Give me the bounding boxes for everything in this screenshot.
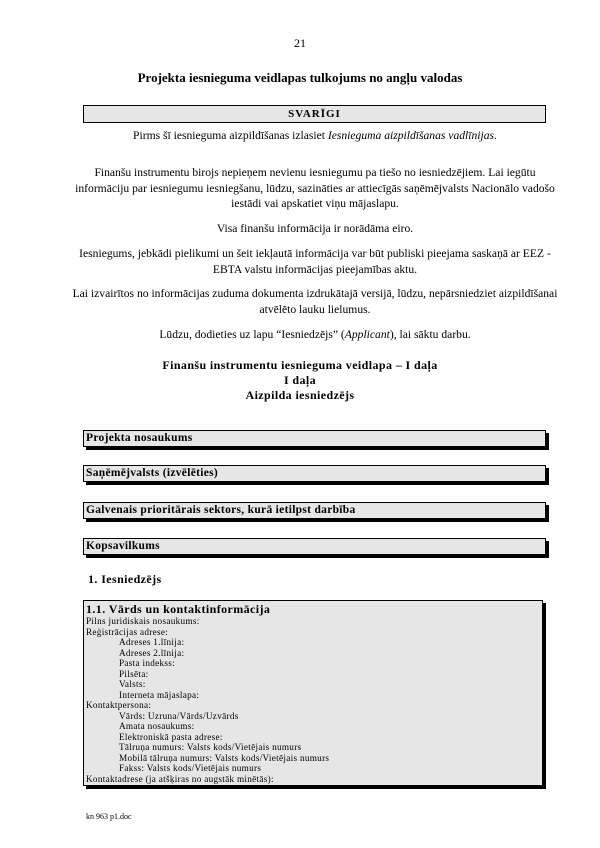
document-title: Projekta iesnieguma veidlapas tulkojums no angļu valodas <box>137 70 463 85</box>
important-banner: SVARĪGI <box>83 105 546 123</box>
contact-field-label: Interneta mājaslapa: <box>119 689 200 700</box>
project-name-field[interactable]: Projekta nosaukums <box>83 430 546 447</box>
contact-field-label: Mobilā tālruņa numurs: Valsts kods/Vietējais numurs <box>119 752 330 763</box>
intro-paragraph-1: Pirms šī iesnieguma aizpildīšanas izlasiet Iesnieguma aizpildīšanas vadlīnijas. <box>133 129 497 142</box>
contact-field-label: Pasta indekss: <box>119 658 176 668</box>
page-number: 21 <box>294 36 306 50</box>
part-header-line-1: Finanšu instrumentu iesnieguma veidlapa – I daļa <box>162 358 438 372</box>
intro-paragraph-6: Lūdzu, dodieties uz lapu “Iesniedzējs” (Applicant), lai sāktu darbu. <box>159 328 471 341</box>
intro-paragraph-4: Iesniegums, jebkādi pielikumi un šeit iekļautā informācija var būt publiski pieejama saskaņā ar EEZ - EBTA valstu informācijas pieejamības aktu. <box>79 247 551 276</box>
part-header <box>0 358 600 403</box>
contact-field-label: Reģistrācijas adrese: <box>86 626 169 637</box>
contact-field-label: Pilns juridiskais nosaukums: <box>86 616 200 626</box>
part-header-line-2: I daļa <box>283 373 317 387</box>
contact-field-label: Vārds: Uzruna/Vārds/Uzvārds <box>119 710 239 721</box>
intro-paragraph-5: Lai izvairītos no informācijas zuduma dokumenta izdrukātajā versijā, lūdzu, nepārsniedziet aizpildīšanai atvēlēto lauku lielumus. <box>72 287 558 316</box>
contact-field-label: Amata nosaukums: <box>119 721 195 731</box>
applicant-section-heading: 1. Iesniedzējs <box>88 572 162 586</box>
part-header-line-3: Aizpilda iesniedzējs <box>245 388 355 402</box>
intro-paragraph-2: Finanšu instrumentu birojs nepieņem nevienu iesniegumu pa tiešo no iesniedzējiem. Lai iegūtu informāciju par iesniegumu iesniegšanu, lūdzu, sazināties ar attiecīgās saņēmējvalsts Nacionālo vadošo iestādi vai apskatiet viņu mājaslapu. <box>75 166 555 210</box>
contact-info-title: 1.1. Vārds un kontaktinformācija <box>86 602 271 616</box>
contact-info-box[interactable] <box>83 600 543 786</box>
guidelines-reference: Iesnieguma aizpildīšanas vadlīnijas <box>327 129 495 142</box>
contact-field-label: Tālruņa numurs: Valsts kods/Vietējais numurs <box>119 742 302 752</box>
applicant-reference: Applicant <box>344 328 390 341</box>
contact-field-label: Valsts: <box>119 679 146 689</box>
intro-paragraph-3: Visa finanšu informācija ir norādāma eiro. <box>216 222 414 235</box>
contact-field-label: Pilsēta: <box>119 668 149 679</box>
contact-field-label: Adreses 2.līnija: <box>119 647 185 658</box>
beneficiary-state-field[interactable]: Saņēmējvalsts (izvēlēties) <box>83 465 546 482</box>
priority-sector-field[interactable]: Galvenais prioritārais sektors, kurā ietilpst darbība <box>83 502 546 519</box>
contact-field-label: Kontaktpersona: <box>86 700 152 710</box>
contact-field-label: Adreses 1.līnija: <box>119 637 185 647</box>
contact-field-label: Elektroniskā pasta adrese: <box>119 731 223 742</box>
summary-field[interactable]: Kopsavilkums <box>83 538 546 555</box>
footer-filename: kn 963 p1.doc <box>86 812 132 821</box>
contact-field-label: Fakss: Valsts kods/Vietējais numurs <box>119 763 262 773</box>
contact-info-lines <box>86 616 542 784</box>
contact-field-label: Kontaktadrese (ja atšķiras no augstāk minētās): <box>86 773 274 784</box>
